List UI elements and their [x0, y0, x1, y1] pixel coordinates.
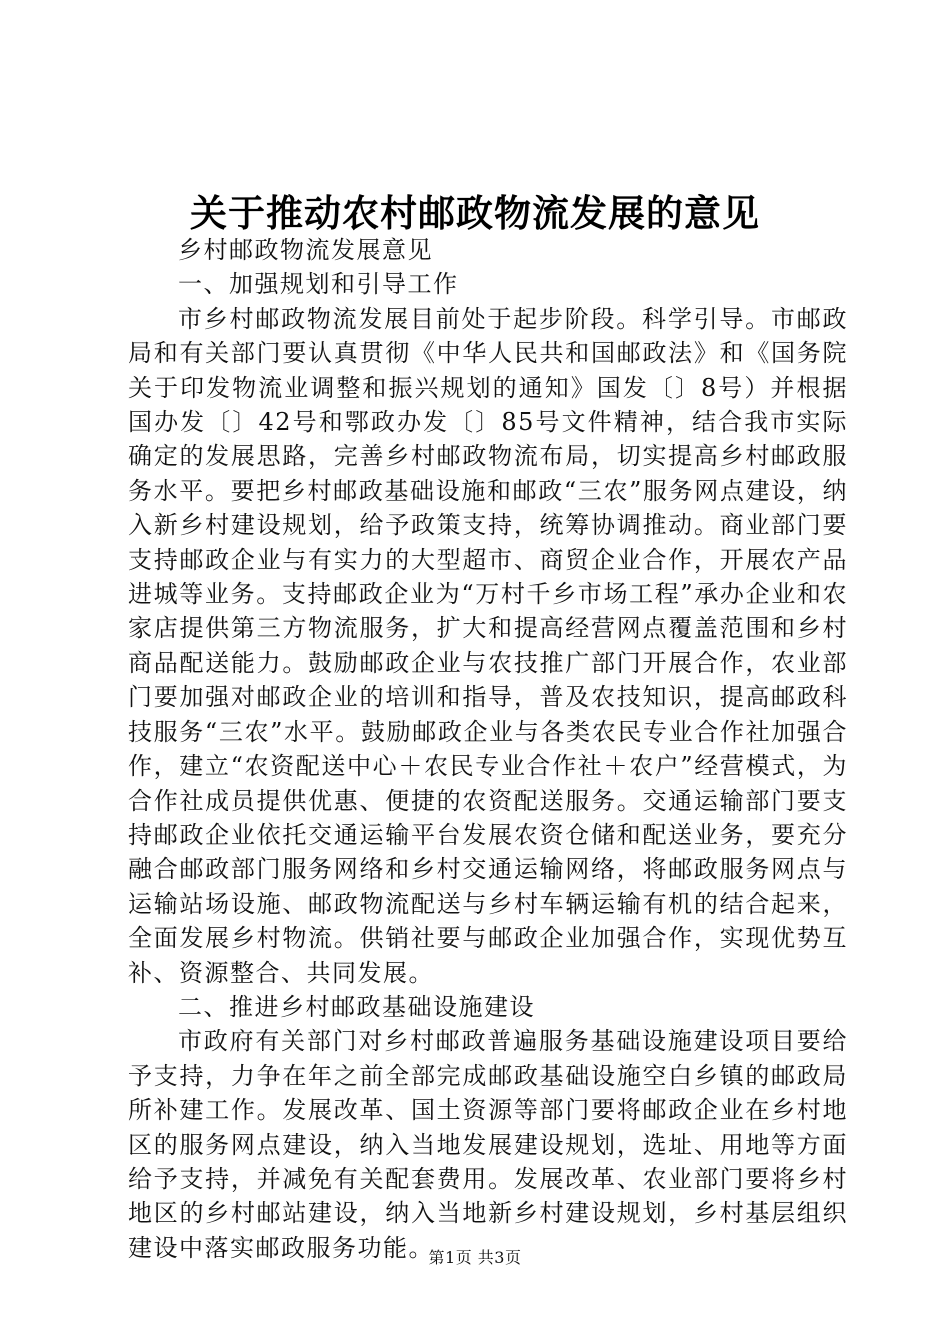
section-1-heading: 一、加强规划和引导工作 [178, 270, 459, 299]
section-1-paragraph: 市乡村邮政物流发展目前处于起步阶段。科学引导。市邮政局和有关部门要认真贯彻《中华人民共和国邮政法》和《国务院关于印发物流业调整和振兴规划的通知》国发〔〕8号）并根据国办发〔〕42号和鄂政办发〔〕85号文件精神，结合我市实际确定的发展思路，完善乡村邮政物流布局，切实提高乡村邮政服务水平。要把乡村邮政基础设施和邮政“三农”服务网点建设，纳入新乡村建设规划，给予政策支持，统筹协调推动。商业部门要支持邮政企业与有实力的大型超市、商贸企业合作，开展农产品进城等业务。支持邮政企业为“万村千乡市场工程”承办企业和农家店提供第三方物流服务，扩大和提高经营网点覆盖范围和乡村商品配送能力。鼓励邮政企业与农技推广部门开展合作，农业部门要加强对邮政企业的培训和指导，普及农技知识，提高邮政科技服务“三农”水平。鼓励邮政企业与各类农民专业合作社加强合作，建立“农资配送中心＋农民专业合作社＋农户”经营模式，为合作社成员提供优惠、便捷的农资配送服务。交通运输部门要支持邮政企业依托交通运输平台发展农资仓储和配送业务，要充分融合邮政部门服务网络和乡村交通运输网络，将邮政服务网点与运输站场设施、邮政物流配送与乡村车辆运输有机的结合起来，全面发展乡村物流。供销社要与邮政企业加强合作，实现优势互补、资源整合、共同发展。 [128, 304, 848, 987]
page-title: 关于推动农村邮政物流发展的意见 [190, 191, 760, 235]
subtitle: 乡村邮政物流发展意见 [178, 236, 433, 264]
section-2-heading: 二、推进乡村邮政基础设施建设 [178, 992, 535, 1021]
section-2-paragraph: 市政府有关部门对乡村邮政普遍服务基础设施建设项目要给予支持，力争在年之前全部完成邮政基础设施空白乡镇的邮政局所补建工作。发展改革、国土资源等部门要将邮政企业在乡村地区的服务网点建设，纳入当地发展建设规划，选址、用地等方面给予支持，并减免有关配套费用。发展改革、农业部门要将乡村地区的乡村邮站建设，纳入当地新乡村建设规划，乡村基层组织建设中落实邮政服务功能。 [128, 1027, 848, 1262]
page-footer: 第1页 共3页 [428, 1248, 522, 1267]
document-body [128, 233, 848, 1265]
